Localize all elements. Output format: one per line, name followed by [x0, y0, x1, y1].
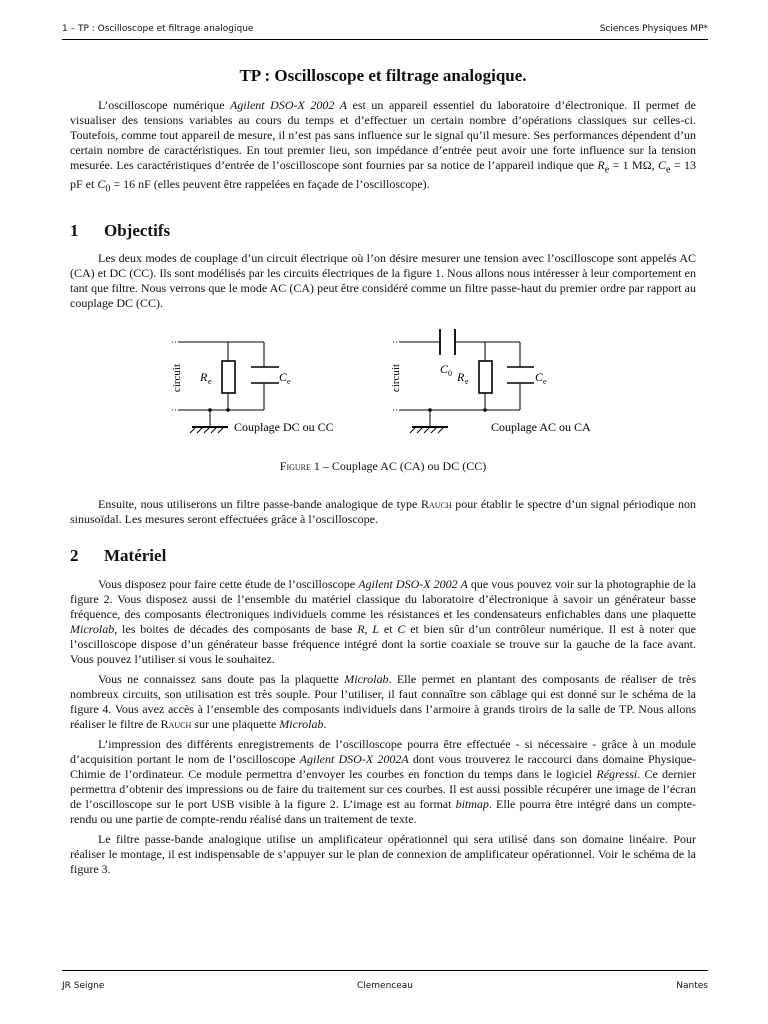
svg-text:e: e	[287, 377, 291, 386]
header-right: Sciences Physiques MP*	[599, 24, 708, 34]
page-title: TP : Oscilloscope et filtrage analogique.	[239, 66, 527, 85]
objectifs-paragraph: Les deux modes de couplage d’un circuit électrique où l’on désire mesurer une tension avec l’oscilloscope sont appelés AC (CA) et DC (CC). Ils sont modélisés par les circuits électriques de la figure 1. Nous allons nous intéresser à leur comportement en tant que filtre. Nous verrons que le mode AC (CA) peut être considéré comme un filtre passe-haut du premier ordre par rapport au couplage DC (CC).	[70, 251, 696, 310]
footer-left: JR Seigne	[62, 981, 105, 991]
svg-text:e: e	[543, 377, 547, 386]
svg-text:e: e	[465, 377, 469, 386]
footer-right: Nantes	[676, 981, 708, 991]
device-name: Agilent DSO-X 2002 A	[229, 98, 348, 112]
materiel-text: Vous disposez pour faire cette étude de l’oscilloscope Agilent DSO-X 2002 A que vous pouvez voir sur la photographie de la figure 2. Vous disposez aussi de l’ensemble du matériel classique du laboratoire d’électronique à savoir un générateur basse fréquence, des composants électroniques individuels comme les résistances et les condensateurs enfichables dans une plaquette Microlab, les boites de décades des composants de base R, L et C et bien sûr d’un contrôleur numérique. Il est à noter que l’oscilloscope dispose d’un générateur basse fréquence intégré dont la sortie coaxiale se trouve sur la gauche de la face avant. Vous pouvez l’utiliser si vous le souhaitez. Vous ne connaissez sans doute pas la plaquette Microlab. Elle permet en plantant des composants de réaliser de très nombreux circuits, son utilisation est très souple. Pour l’utiliser, il faut connaître son câblage qui est donné sur le schéma de la figure 4. Vous avez accès à l’ensemble des composants individuels dans l’armoire à grands tiroirs de la salle de TP. Nous allons réaliser le filtre de Rauch sur une plaquette Microlab. L’impression des différents enregistrements de l’oscilloscope pourra être effectuée - si nécessaire - grâce à un module d’acquisition portant le nom de l’oscilloscope Agilent DSO-X 2002A dont vous trouverez le raccourci dans domaine Physique-Chimie de l’ordinateur. Ce module permettra d’envoyer les courbes en fonction du temps dans le logiciel Régressi. Ce dernier permettra d’obtenir des impressions ou de faire du traitement sur ces courbes. Il est aussi possible récupérer une image de l’écran de l’oscilloscope sur le port USB visible à la figure 2. L’image est au format bitmap. Elle pourra être intégré dans un compte-rendu ou une partie de compte-rendu réalisé dans un traitement de texte. Le filtre passe-bande analogique utilise un amplificateur opérationnel qui sera utilisé dans son domaine linéaire. Pour réaliser le montage, il est indispensable de s’appuyer sur le plan de connexion de amplificateur opérationnel. Voir le schéma de la figure 3.	[70, 577, 696, 876]
dc-coupling-label: Couplage DC ou CC	[234, 420, 334, 434]
svg-text:R: R	[457, 370, 465, 384]
header-rule	[62, 39, 708, 40]
footer-center: Clemenceau	[356, 981, 414, 991]
section-heading-materiel: 2 Matériel	[70, 546, 167, 565]
footer-rule	[62, 970, 708, 971]
ac-circuit-label: circuit	[390, 363, 402, 393]
svg-text:0: 0	[448, 369, 452, 378]
svg-text:C: C	[535, 370, 544, 384]
figure-caption: Figure 1 – Couplage AC (CA) ou DC (CC)	[279, 459, 487, 473]
dc-circuit-label: circuit	[171, 363, 183, 393]
section-heading-objectifs: 1 Objectifs	[70, 221, 171, 240]
intro-paragraph: L’oscilloscope numérique Agilent DSO-X 2002 A est un appareil essentiel du laboratoire d’électronique. Il permet de visualiser des tensions variables au cours du temps et d’effectuer un certain nombre d’opérations classiques sur celles-ci. Toutefois, comme tout appareil de mesure, il n’est pas sans influence sur le signal qu’il mesure. Ses performances dépendent d’un certain nombre de caractéristiques. En tout premier lieu, son impédance d’entrée peut avoir une forte influence sur la tension mesurée. Les caractéristiques d’entrée de l’oscilloscope sont fournies par sa notice de l’appareil indique que $R_e = 1$ MΩ, $C_e = 13$ pF et $C_0 = 16$ nF (elles peuvent être rappelées en façade de l’oscilloscope).	[70, 98, 696, 195]
ac-coupling-label: Couplage AC ou CA	[491, 420, 591, 434]
svg-text:e: e	[208, 377, 212, 386]
figure-coupling-circuits	[150, 325, 630, 455]
svg-text:C: C	[279, 370, 288, 384]
header-left: 1 – TP : Oscilloscope et filtrage analogique	[62, 24, 254, 34]
svg-text:C: C	[440, 362, 449, 376]
svg-text:R: R	[200, 370, 208, 384]
rauch-paragraph: Ensuite, nous utiliserons un filtre passe-bande analogique de type Rauch pour établir le spectre d’un signal périodique non sinusoïdal. Les mesures seront effectuées grâce à l’oscilloscope.	[70, 497, 696, 526]
